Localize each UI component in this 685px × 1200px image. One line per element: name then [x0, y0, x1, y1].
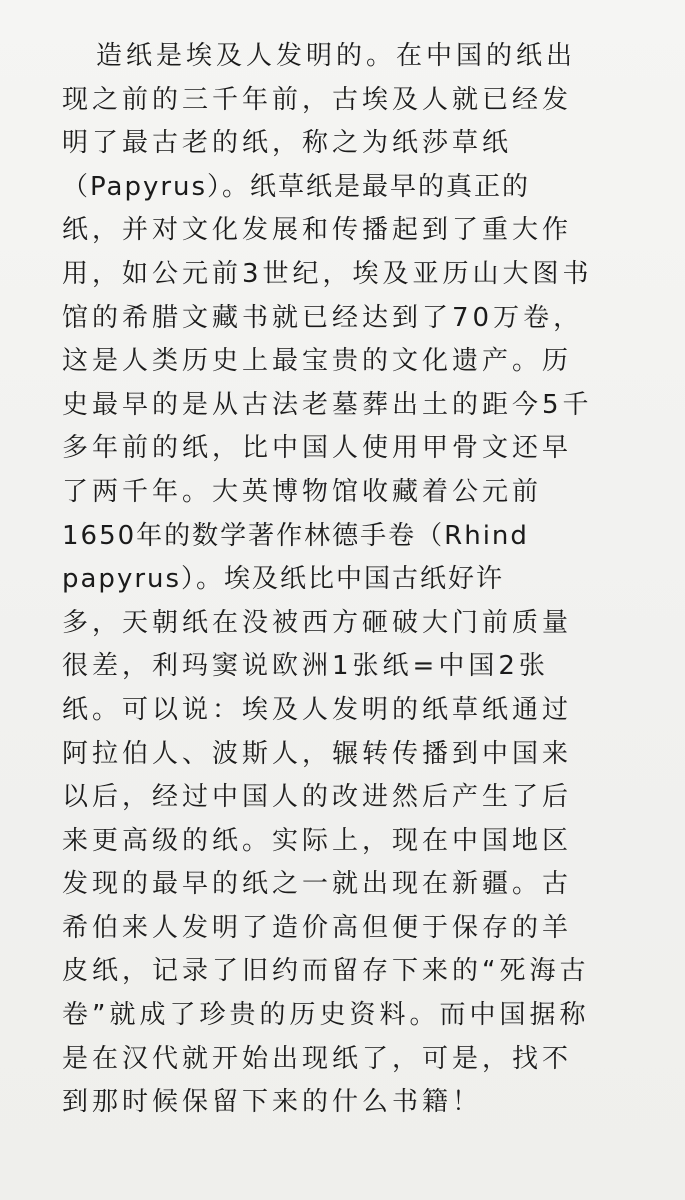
text-line: 纸，并对文化发展和传播起到了重大作: [62, 215, 573, 246]
text-line: 明了最古老的纸，称之为纸莎草纸: [62, 128, 513, 159]
text-line: 了两千年。大英博物馆收藏着公元前: [62, 476, 543, 507]
text-line: 纸。可以说：埃及人发明的纸草纸通过: [62, 694, 573, 725]
text-line: 多，天朝纸在没被西方砸破大门前质量: [62, 607, 573, 638]
text-line: 史最早的是从古法老墓葬出土的距今5千: [62, 389, 593, 420]
text-line: 卷”就成了珍贵的历史资料。而中国据称: [62, 1000, 590, 1031]
article-text: [62, 35, 642, 1125]
text-line: 是在汉代就开始出现纸了，可是，找不: [62, 1043, 573, 1074]
text-line: 多年前的纸，比中国人使用甲骨文还早: [62, 433, 573, 464]
text-line: papyrus）。埃及纸比中国古纸好许: [62, 564, 505, 595]
text-line: 1650年的数学著作林德手卷（Rhind: [62, 520, 529, 551]
text-line: 皮纸，记录了旧约而留存下来的“死海古: [62, 956, 590, 987]
text-line: 现之前的三千年前，古埃及人就已经发: [62, 84, 573, 115]
text-line: 阿拉伯人、波斯人，辗转传播到中国来: [62, 738, 573, 769]
text-line: 这是人类历史上最宝贵的文化遗产。历: [62, 346, 573, 377]
text-line: 到那时候保留下来的什么书籍！: [62, 1087, 483, 1118]
text-line: 用，如公元前3世纪，埃及亚历山大图书: [62, 258, 593, 289]
text-line: 以后，经过中国人的改进然后产生了后: [62, 782, 573, 813]
text-line: （Papyrus）。纸草纸是最早的真正的: [62, 171, 531, 202]
text-line: 发现的最早的纸之一就出现在新疆。古: [62, 869, 573, 900]
text-line: 造纸是埃及人发明的。在中国的纸出: [96, 41, 577, 71]
text-line: 希伯来人发明了造价高但便于保存的羊: [62, 912, 573, 943]
text-line: 馆的希腊文藏书就已经达到了70万卷，: [62, 302, 584, 333]
text-line: 来更高级的纸。实际上，现在中国地区: [62, 825, 573, 856]
text-line: 很差，利玛窦说欧洲1张纸=中国2张: [62, 651, 549, 682]
